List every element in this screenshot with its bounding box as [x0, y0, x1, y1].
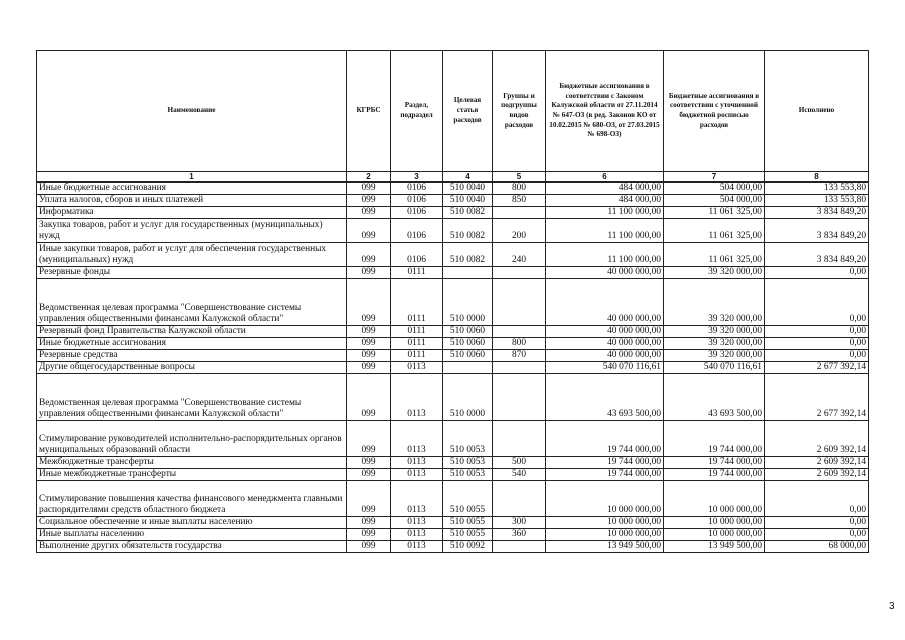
row-law-amount: 10 000 000,00: [546, 529, 664, 541]
row-group: 500: [493, 457, 546, 469]
row-kgrbs: 099: [347, 374, 391, 421]
row-schedule-amount: 10 000 000,00: [664, 517, 765, 529]
row-schedule-amount: 39 320 000,00: [664, 279, 765, 326]
row-schedule-amount: 13 949 500,00: [664, 541, 765, 553]
row-target: 510 0053: [443, 469, 493, 481]
row-section: 0113: [391, 362, 443, 374]
row-kgrbs: 099: [347, 182, 391, 195]
table-row: [37, 541, 869, 553]
row-group: 870: [493, 350, 546, 362]
column-number: 1: [37, 172, 347, 183]
row-kgrbs: 099: [347, 207, 391, 219]
row-schedule-amount: 10 000 000,00: [664, 481, 765, 517]
row-executed-amount: 0,00: [765, 267, 869, 279]
table-row: [37, 243, 869, 267]
row-group: 300: [493, 517, 546, 529]
row-executed-amount: 3 834 849,20: [765, 219, 869, 243]
row-group: [493, 326, 546, 338]
row-executed-amount: 2 609 392,14: [765, 457, 869, 469]
row-group: [493, 279, 546, 326]
table-body: [37, 182, 869, 553]
row-executed-amount: 0,00: [765, 529, 869, 541]
row-target: 510 0055: [443, 517, 493, 529]
table-row: [37, 457, 869, 469]
row-executed-amount: 0,00: [765, 338, 869, 350]
row-name: Иные бюджетные ассигнования: [37, 182, 347, 195]
row-law-amount: 40 000 000,00: [546, 338, 664, 350]
table-row: [37, 182, 869, 195]
table-row: [37, 469, 869, 481]
row-law-amount: 484 000,00: [546, 195, 664, 207]
row-kgrbs: 099: [347, 469, 391, 481]
row-schedule-amount: 19 744 000,00: [664, 421, 765, 457]
row-executed-amount: 68 000,00: [765, 541, 869, 553]
row-section: 0113: [391, 517, 443, 529]
row-executed-amount: 2 609 392,14: [765, 421, 869, 457]
column-number: 3: [391, 172, 443, 183]
row-group: 360: [493, 529, 546, 541]
header-target: Целевая статья расходов: [443, 51, 493, 172]
row-name: Закупка товаров, работ и услуг для государственных (муниципальных) нужд: [37, 219, 347, 243]
row-section: 0106: [391, 219, 443, 243]
row-executed-amount: 2 609 392,14: [765, 469, 869, 481]
row-schedule-amount: 11 061 325,00: [664, 207, 765, 219]
row-group: [493, 374, 546, 421]
row-target: 510 0060: [443, 338, 493, 350]
row-law-amount: 40 000 000,00: [546, 267, 664, 279]
row-schedule-amount: 504 000,00: [664, 182, 765, 195]
row-law-amount: 19 744 000,00: [546, 469, 664, 481]
row-name: Выполнение других обязательств государства: [37, 541, 347, 553]
row-law-amount: 11 100 000,00: [546, 243, 664, 267]
table-row: [37, 279, 869, 326]
row-kgrbs: 099: [347, 541, 391, 553]
row-section: 0113: [391, 374, 443, 421]
row-schedule-amount: 39 320 000,00: [664, 326, 765, 338]
row-kgrbs: 099: [347, 457, 391, 469]
header-law: Бюджетные ассигнования в соответствии с Законом Калужской области от 27.11.2014 № 647-ОЗ (в ред. Законов КО от 10.02.2015 № 680-ОЗ, от 27.03.2015 № 698-ОЗ): [546, 51, 664, 172]
row-executed-amount: 0,00: [765, 350, 869, 362]
header-row: [37, 51, 869, 172]
row-target: 510 0082: [443, 243, 493, 267]
row-executed-amount: 2 677 392,14: [765, 362, 869, 374]
row-kgrbs: 099: [347, 326, 391, 338]
row-kgrbs: 099: [347, 219, 391, 243]
row-law-amount: 40 000 000,00: [546, 350, 664, 362]
row-target: 510 0082: [443, 219, 493, 243]
row-kgrbs: 099: [347, 338, 391, 350]
row-name: Резервный фонд Правительства Калужской области: [37, 326, 347, 338]
table-row: [37, 195, 869, 207]
row-group: 800: [493, 182, 546, 195]
table-row: [37, 350, 869, 362]
row-section: 0113: [391, 529, 443, 541]
row-law-amount: 19 744 000,00: [546, 457, 664, 469]
row-section: 0113: [391, 421, 443, 457]
row-schedule-amount: 39 320 000,00: [664, 267, 765, 279]
table-row: [37, 207, 869, 219]
row-schedule-amount: 19 744 000,00: [664, 469, 765, 481]
table-row: [37, 517, 869, 529]
row-name: Иные бюджетные ассигнования: [37, 338, 347, 350]
column-number: 7: [664, 172, 765, 183]
row-section: 0111: [391, 338, 443, 350]
row-name: Уплата налогов, сборов и иных платежей: [37, 195, 347, 207]
column-number: 2: [347, 172, 391, 183]
row-schedule-amount: 504 000,00: [664, 195, 765, 207]
row-group: 800: [493, 338, 546, 350]
row-group: [493, 362, 546, 374]
column-number: 4: [443, 172, 493, 183]
row-name: Резервные средства: [37, 350, 347, 362]
table-row: [37, 374, 869, 421]
header-section: Раздел, подраздел: [391, 51, 443, 172]
row-section: 0113: [391, 457, 443, 469]
table-row: [37, 421, 869, 457]
row-section: 0106: [391, 207, 443, 219]
row-section: 0111: [391, 350, 443, 362]
row-schedule-amount: 10 000 000,00: [664, 529, 765, 541]
column-number: 8: [765, 172, 869, 183]
row-schedule-amount: 11 061 325,00: [664, 243, 765, 267]
row-group: [493, 267, 546, 279]
row-executed-amount: 0,00: [765, 481, 869, 517]
row-law-amount: 11 100 000,00: [546, 207, 664, 219]
row-group: 540: [493, 469, 546, 481]
column-number: 6: [546, 172, 664, 183]
row-group: 200: [493, 219, 546, 243]
row-group: [493, 481, 546, 517]
row-section: 0106: [391, 243, 443, 267]
row-name: Иные выплаты населению: [37, 529, 347, 541]
table-row: [37, 267, 869, 279]
row-kgrbs: 099: [347, 481, 391, 517]
table-row: [37, 529, 869, 541]
header-executed: Исполнено: [765, 51, 869, 172]
page-number: 3: [889, 601, 895, 612]
row-section: 0111: [391, 267, 443, 279]
row-schedule-amount: 43 693 500,00: [664, 374, 765, 421]
row-target: 510 0092: [443, 541, 493, 553]
row-law-amount: 40 000 000,00: [546, 326, 664, 338]
row-schedule-amount: 11 061 325,00: [664, 219, 765, 243]
row-kgrbs: 099: [347, 243, 391, 267]
row-section: 0106: [391, 195, 443, 207]
row-group: 240: [493, 243, 546, 267]
row-schedule-amount: 39 320 000,00: [664, 338, 765, 350]
row-target: 510 0000: [443, 279, 493, 326]
row-group: [493, 421, 546, 457]
row-law-amount: 43 693 500,00: [546, 374, 664, 421]
row-name: Информатика: [37, 207, 347, 219]
column-number-row: [37, 172, 869, 183]
row-name: Стимулирование повышения качества финансового менеджмента главными распорядителями средств областного бюджета: [37, 481, 347, 517]
row-executed-amount: 2 677 392,14: [765, 374, 869, 421]
row-name: Резервные фонды: [37, 267, 347, 279]
row-name: Другие общегосударственные вопросы: [37, 362, 347, 374]
row-target: [443, 267, 493, 279]
row-target: 510 0082: [443, 207, 493, 219]
row-target: 510 0000: [443, 374, 493, 421]
row-target: 510 0053: [443, 421, 493, 457]
table-row: [37, 481, 869, 517]
row-target: 510 0040: [443, 195, 493, 207]
table-row: [37, 362, 869, 374]
row-law-amount: 10 000 000,00: [546, 517, 664, 529]
row-law-amount: 40 000 000,00: [546, 279, 664, 326]
row-law-amount: 13 949 500,00: [546, 541, 664, 553]
row-group: [493, 207, 546, 219]
row-target: [443, 362, 493, 374]
row-executed-amount: 133 553,80: [765, 195, 869, 207]
row-law-amount: 19 744 000,00: [546, 421, 664, 457]
row-name: Социальное обеспечение и иные выплаты населению: [37, 517, 347, 529]
row-law-amount: 540 070 116,61: [546, 362, 664, 374]
row-kgrbs: 099: [347, 267, 391, 279]
header-groups: Группы и подгруппы видов расходов: [493, 51, 546, 172]
row-executed-amount: 0,00: [765, 279, 869, 326]
row-section: 0111: [391, 279, 443, 326]
row-target: 510 0060: [443, 326, 493, 338]
row-kgrbs: 099: [347, 195, 391, 207]
table-row: [37, 219, 869, 243]
row-law-amount: 11 100 000,00: [546, 219, 664, 243]
row-executed-amount: 3 834 849,20: [765, 207, 869, 219]
row-name: Иные закупки товаров, работ и услуг для обеспечения государственных (муниципальных) нужд: [37, 243, 347, 267]
row-kgrbs: 099: [347, 421, 391, 457]
row-section: 0106: [391, 182, 443, 195]
row-group: 850: [493, 195, 546, 207]
row-executed-amount: 3 834 849,20: [765, 243, 869, 267]
row-name: Межбюджетные трансферты: [37, 457, 347, 469]
row-group: [493, 541, 546, 553]
row-section: 0111: [391, 326, 443, 338]
row-target: 510 0055: [443, 481, 493, 517]
row-kgrbs: 099: [347, 517, 391, 529]
row-law-amount: 10 000 000,00: [546, 481, 664, 517]
row-kgrbs: 099: [347, 529, 391, 541]
row-schedule-amount: 19 744 000,00: [664, 457, 765, 469]
row-name: Стимулирование руководителей исполнительно-распорядительных органов муниципальных образований области: [37, 421, 347, 457]
row-target: 510 0055: [443, 529, 493, 541]
row-law-amount: 484 000,00: [546, 182, 664, 195]
row-target: 510 0040: [443, 182, 493, 195]
row-target: 510 0060: [443, 350, 493, 362]
row-name: Ведомственная целевая программа "Совершенствование системы управления общественными финансами Калужской области": [37, 279, 347, 326]
row-schedule-amount: 39 320 000,00: [664, 350, 765, 362]
row-executed-amount: 0,00: [765, 517, 869, 529]
row-executed-amount: 133 553,80: [765, 182, 869, 195]
budget-table: [36, 50, 869, 553]
row-schedule-amount: 540 070 116,61: [664, 362, 765, 374]
row-section: 0113: [391, 541, 443, 553]
header-name: Наименование: [37, 51, 347, 172]
row-name: Ведомственная целевая программа "Совершенствование системы управления общественными финансами Калужской области": [37, 374, 347, 421]
row-target: 510 0053: [443, 457, 493, 469]
column-number: 5: [493, 172, 546, 183]
row-name: Иные межбюджетные трансферты: [37, 469, 347, 481]
row-kgrbs: 099: [347, 362, 391, 374]
table-row: [37, 338, 869, 350]
header-kgrbs: КГРБС: [347, 51, 391, 172]
row-kgrbs: 099: [347, 279, 391, 326]
header-schedule: Бюджетные ассигнования в соответствии с уточненной бюджетной росписью расходов: [664, 51, 765, 172]
row-executed-amount: 0,00: [765, 326, 869, 338]
row-kgrbs: 099: [347, 350, 391, 362]
table-row: [37, 326, 869, 338]
row-section: 0113: [391, 481, 443, 517]
row-section: 0113: [391, 469, 443, 481]
